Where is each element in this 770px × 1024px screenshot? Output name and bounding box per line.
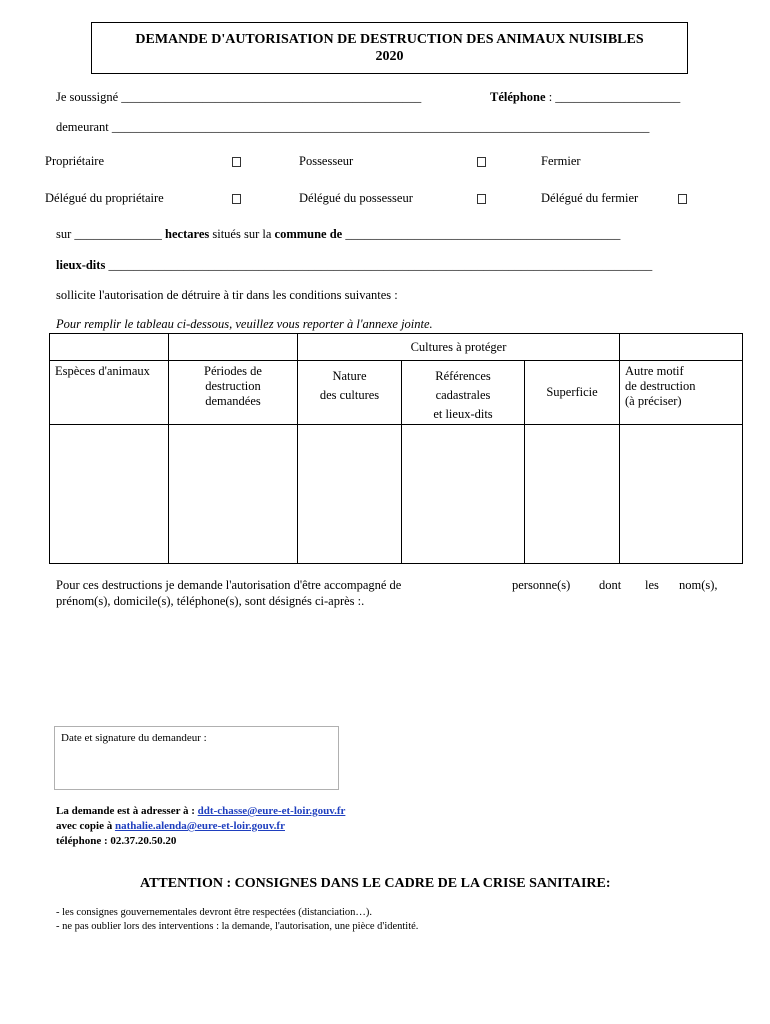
telephone-blank: : ____________________ <box>545 90 681 104</box>
attention-heading: ATTENTION : CONSIGNES DANS LE CADRE DE LA CRISE SANITAIRE: <box>140 876 611 891</box>
col-header-autre-l3: (à préciser) <box>625 394 682 408</box>
sur-blank: sur ______________ <box>56 227 166 241</box>
copie-label: avec copie à <box>56 820 115 832</box>
checkbox-delegue-fermier[interactable] <box>678 194 687 204</box>
table-cell-especes[interactable] <box>50 425 169 564</box>
col-header-autre-motif <box>620 361 743 425</box>
lieux-dits-blank: _______________________________________________________________________________________ <box>105 258 653 272</box>
form-title: DEMANDE D'AUTORISATION DE DESTRUCTION DES ANIMAUX NUISIBLES <box>135 32 644 47</box>
signature-box[interactable] <box>54 726 339 790</box>
surface-commune-field[interactable] <box>56 227 620 242</box>
accompagne-line1c: dont <box>599 578 622 592</box>
table-header-empty <box>620 334 743 361</box>
table-cell-superficie[interactable] <box>525 425 620 564</box>
table-cell-references[interactable] <box>402 425 525 564</box>
col-header-autre-l2: de destruction <box>625 379 696 393</box>
commune-label: commune de <box>274 227 343 241</box>
attention-item: - ne pas oublier lors des interventions : la demande, l'autorisation, une pièce d'identité. <box>56 921 419 932</box>
sollicite-text: sollicite l'autorisation de détruire à tir dans les conditions suivantes : <box>56 288 398 302</box>
form-year: 2020 <box>375 49 404 64</box>
checkbox-possesseur[interactable] <box>477 157 486 167</box>
attention-item: - les consignes gouvernementales devront être respectées (distanciation…). <box>56 907 373 918</box>
contact-line1 <box>56 805 345 817</box>
col-header-periodes-l2: destruction <box>205 379 261 393</box>
signature-label: Date et signature du demandeur : <box>61 732 207 744</box>
table-header-empty <box>50 334 169 361</box>
soussigne-field[interactable]: Je soussigné ________________________________________________ <box>56 90 422 104</box>
checkbox-proprietaire[interactable] <box>232 157 241 167</box>
table-cell-nature[interactable] <box>298 425 402 564</box>
lieux-dits-field[interactable] <box>56 258 652 273</box>
email-link-ddt[interactable]: ddt-chasse@eure-et-loir.gouv.fr <box>197 805 346 817</box>
role-label-delegue-possesseur: Délégué du possesseur <box>299 191 413 205</box>
demeurant-field[interactable]: demeurant ______________________________________________________________________________________ <box>56 120 650 134</box>
checkbox-delegue-possesseur[interactable] <box>477 194 486 204</box>
contact-line2 <box>56 820 285 832</box>
group-header-cultures: Cultures à protéger <box>298 334 620 361</box>
table-cell-periodes[interactable] <box>169 425 298 564</box>
col-header-references-l2: cadastrales <box>435 388 491 402</box>
col-header-superficie: Superficie <box>525 361 620 425</box>
destruction-table <box>49 333 743 564</box>
col-header-periodes-l3: demandées <box>205 394 261 408</box>
role-label-delegue-fermier: Délégué du fermier <box>541 191 639 205</box>
accompagne-line2: prénom(s), domicile(s), téléphone(s), sont désignés ci-après :. <box>56 594 365 608</box>
col-header-references-l1: Références <box>435 369 491 383</box>
role-label-proprietaire: Propriétaire <box>45 154 105 168</box>
commune-blank: ____________________________________________ <box>342 227 621 241</box>
accompagne-line1d: les <box>645 578 659 592</box>
role-label-possesseur: Possesseur <box>299 154 354 168</box>
col-header-nature-l2: des cultures <box>319 388 380 402</box>
adresser-label: La demande est à adresser à : <box>56 805 198 817</box>
col-header-references-l3: et lieux-dits <box>433 407 493 421</box>
accompagne-line1b: personne(s) <box>512 578 571 592</box>
role-label-fermier: Fermier <box>541 154 581 168</box>
col-header-periodes <box>169 361 298 425</box>
situes-text: situés sur la <box>209 227 275 241</box>
col-header-periodes-l1: Périodes de <box>204 364 262 378</box>
accompagne-line1a: Pour ces destructions je demande l'autorisation d'être accompagné de <box>56 578 402 592</box>
table-header-empty <box>169 334 298 361</box>
col-header-especes: Espèces d'animaux <box>50 361 169 425</box>
col-header-references <box>402 361 525 425</box>
telephone-field[interactable] <box>490 90 680 105</box>
telephone-label: Téléphone <box>490 90 546 104</box>
col-header-nature <box>298 361 402 425</box>
col-header-nature-l1: Nature <box>332 369 367 383</box>
contact-telephone: téléphone : 02.37.20.50.20 <box>56 835 177 847</box>
instruction-text: Pour remplir le tableau ci-dessous, veuillez vous reporter à l'annexe jointe. <box>56 317 433 331</box>
col-header-autre-l1: Autre motif <box>625 364 684 378</box>
accompagne-line1e: nom(s), <box>679 578 718 592</box>
checkbox-delegue-proprietaire[interactable] <box>232 194 241 204</box>
role-label-delegue-proprietaire: Délégué du propriétaire <box>45 191 164 205</box>
table-cell-autre-motif[interactable] <box>620 425 743 564</box>
lieux-dits-label: lieux-dits <box>56 258 106 272</box>
hectares-label: hectares <box>165 227 210 241</box>
form-title-box <box>91 22 688 74</box>
email-link-copie[interactable]: nathalie.alenda@eure-et-loir.gouv.fr <box>114 820 285 832</box>
